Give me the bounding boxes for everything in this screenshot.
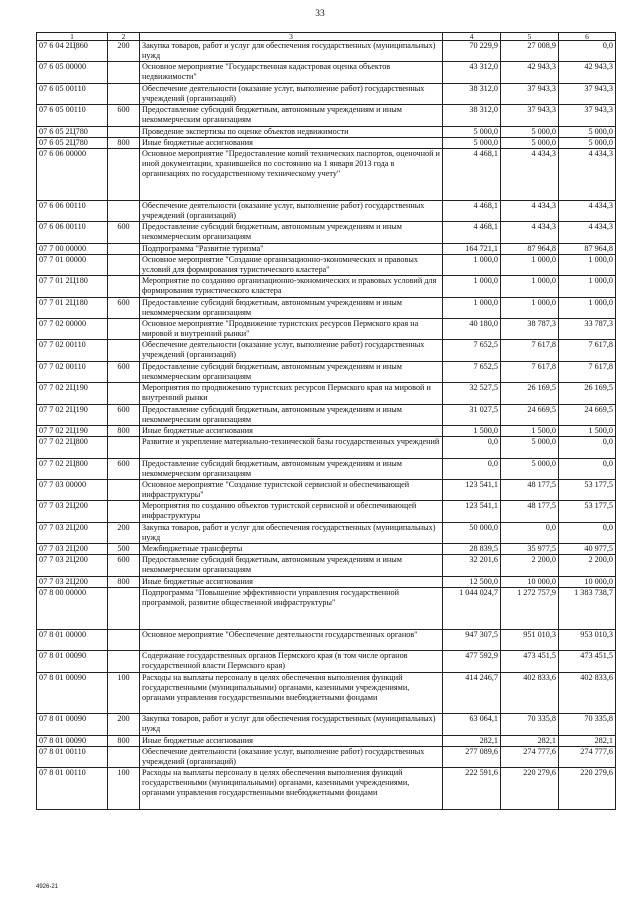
table-row	[37, 105, 616, 126]
expense-type-code: 600	[108, 297, 140, 318]
amount-col-4: 1 000,0	[443, 297, 501, 318]
amount-col-4: 414 246,7	[443, 672, 501, 714]
amount-col-5: 1 272 757,9	[501, 587, 559, 629]
expense-type-code: 800	[108, 735, 140, 746]
amount-col-6: 1 000,0	[559, 254, 616, 275]
amount-col-6: 402 833,6	[559, 672, 616, 714]
target-article-code: 07 6 06 00110	[37, 200, 108, 221]
target-article-code: 07 6 05 00110	[37, 105, 108, 126]
expense-type-code	[108, 319, 140, 340]
amount-col-5: 7 617,8	[501, 361, 559, 382]
amount-col-6: 473 451,5	[559, 651, 616, 672]
table-row	[37, 383, 616, 404]
table-row	[37, 587, 616, 629]
expense-type-code: 600	[108, 361, 140, 382]
column-header: 6	[559, 33, 616, 41]
column-number-row	[37, 33, 616, 41]
expense-type-code	[108, 276, 140, 297]
table-row	[37, 62, 616, 83]
expense-type-code	[108, 62, 140, 83]
amount-col-4: 222 591,6	[443, 768, 501, 810]
target-article-code: 07 7 03 2Ц200	[37, 555, 108, 576]
table-row	[37, 148, 616, 200]
amount-col-5: 10 000,0	[501, 576, 559, 587]
amount-col-6: 40 977,5	[559, 544, 616, 555]
expense-type-code: 600	[108, 458, 140, 479]
target-article-code: 07 7 02 2Ц190	[37, 383, 108, 404]
amount-col-6: 1 500,0	[559, 426, 616, 437]
amount-col-6: 5 000,0	[559, 137, 616, 148]
amount-col-5: 35 977,5	[501, 544, 559, 555]
expense-type-code	[108, 437, 140, 458]
target-article-code: 07 7 01 2Ц180	[37, 276, 108, 297]
amount-col-6: 0,0	[559, 458, 616, 479]
table-row	[37, 735, 616, 746]
amount-col-4: 947 307,5	[443, 629, 501, 650]
table-row	[37, 714, 616, 735]
amount-col-5: 2 200,0	[501, 555, 559, 576]
expense-name: Расходы на выплаты персоналу в целях обеспечения выполнения функций государственными (муниципальными) органами, казенными учреждениями, органами управления государственными внебюджетными фондами	[140, 672, 443, 714]
target-article-code: 07 8 01 00090	[37, 651, 108, 672]
expense-name: Предоставление субсидий бюджетным, автономным учреждениям и иным некоммерческим организациям	[140, 404, 443, 425]
column-header: 5	[501, 33, 559, 41]
target-article-code: 07 8 01 00090	[37, 672, 108, 714]
amount-col-4: 28 839,5	[443, 544, 501, 555]
table-row	[37, 651, 616, 672]
expense-type-code: 600	[108, 555, 140, 576]
target-article-code: 07 7 03 00000	[37, 480, 108, 501]
target-article-code: 07 7 03 2Ц200	[37, 501, 108, 522]
amount-col-5: 1 000,0	[501, 297, 559, 318]
amount-col-5: 5 000,0	[501, 126, 559, 137]
expense-name: Основное мероприятие "Предоставление копий технических паспортов, оценочной и иной документации, хранившейся по состоянию на 1 января 2013 года в организациях по государственному техническому учету"	[140, 148, 443, 200]
expense-name: Предоставление субсидий бюджетным, автономным учреждениям и иным некоммерческим организациям	[140, 297, 443, 318]
expense-type-code: 600	[108, 222, 140, 243]
target-article-code: 07 7 02 2Ц800	[37, 458, 108, 479]
amount-col-5: 24 669,5	[501, 404, 559, 425]
amount-col-6: 1 000,0	[559, 276, 616, 297]
amount-col-5: 42 943,3	[501, 62, 559, 83]
table-row	[37, 555, 616, 576]
amount-col-5: 274 777,6	[501, 746, 559, 767]
expense-type-code	[108, 629, 140, 650]
amount-col-5: 4 434,3	[501, 222, 559, 243]
expense-type-code: 500	[108, 544, 140, 555]
expense-name: Обеспечение деятельности (оказание услуг, выполнение работ) государственных учреждений (организаций)	[140, 746, 443, 767]
amount-col-5: 951 010,3	[501, 629, 559, 650]
expense-type-code: 600	[108, 404, 140, 425]
target-article-code: 07 6 05 00110	[37, 83, 108, 104]
amount-col-4: 63 064,1	[443, 714, 501, 735]
amount-col-5: 70 335,8	[501, 714, 559, 735]
amount-col-6: 1 000,0	[559, 297, 616, 318]
table-row	[37, 41, 616, 62]
amount-col-4: 40 180,0	[443, 319, 501, 340]
budget-table	[36, 32, 616, 810]
amount-col-4: 477 592,9	[443, 651, 501, 672]
table-row	[37, 276, 616, 297]
target-article-code: 07 8 01 00000	[37, 629, 108, 650]
expense-name: Обеспечение деятельности (оказание услуг, выполнение работ) государственных учреждений (организаций)	[140, 200, 443, 221]
amount-col-4: 31 027,5	[443, 404, 501, 425]
target-article-code: 07 7 01 00000	[37, 254, 108, 275]
amount-col-4: 282,1	[443, 735, 501, 746]
amount-col-6: 0,0	[559, 437, 616, 458]
amount-col-5: 1 000,0	[501, 276, 559, 297]
expense-name: Основное мероприятие "Государственная кадастровая оценка объектов недвижимости"	[140, 62, 443, 83]
target-article-code: 07 7 03 2Ц200	[37, 522, 108, 543]
amount-col-6: 33 787,3	[559, 319, 616, 340]
amount-col-4: 32 201,6	[443, 555, 501, 576]
amount-col-4: 43 312,0	[443, 62, 501, 83]
target-article-code: 07 6 05 2Ц780	[37, 126, 108, 137]
amount-col-6: 4 434,3	[559, 222, 616, 243]
amount-col-6: 10 000,0	[559, 576, 616, 587]
target-article-code: 07 7 01 2Ц180	[37, 297, 108, 318]
amount-col-4: 7 652,5	[443, 361, 501, 382]
expense-name: Обеспечение деятельности (оказание услуг, выполнение работ) государственных учреждений (организаций)	[140, 340, 443, 361]
expense-name: Основное мероприятие "Создание организационно-экономических и правовых условий для формирования туристического кластера"	[140, 254, 443, 275]
table-row	[37, 522, 616, 543]
amount-col-5: 37 943,3	[501, 105, 559, 126]
expense-name: Мероприятие по созданию организационно-экономических и правовых условий для формирования туристического кластера	[140, 276, 443, 297]
table-row	[37, 83, 616, 104]
amount-col-5: 5 000,0	[501, 437, 559, 458]
target-article-code: 07 7 02 00110	[37, 340, 108, 361]
amount-col-6: 953 010,3	[559, 629, 616, 650]
amount-col-5: 5 000,0	[501, 458, 559, 479]
expense-type-code	[108, 200, 140, 221]
target-article-code: 07 6 05 00000	[37, 62, 108, 83]
table-row	[37, 222, 616, 243]
expense-type-code	[108, 243, 140, 254]
expense-name: Основное мероприятие "Обеспечение деятельности государственных органов"	[140, 629, 443, 650]
amount-col-6: 24 669,5	[559, 404, 616, 425]
expense-type-code	[108, 254, 140, 275]
amount-col-4: 123 541,1	[443, 480, 501, 501]
amount-col-5: 7 617,8	[501, 340, 559, 361]
target-article-code: 07 8 01 00110	[37, 746, 108, 767]
amount-col-4: 1 000,0	[443, 276, 501, 297]
expense-name: Основное мероприятие "Создание туристской сервисной и обеспечивающей инфраструктуры"	[140, 480, 443, 501]
expense-type-code: 200	[108, 41, 140, 62]
expense-name: Межбюджетные трансферты	[140, 544, 443, 555]
expense-type-code: 100	[108, 672, 140, 714]
expense-name: Иные бюджетные ассигнования	[140, 735, 443, 746]
amount-col-6: 2 200,0	[559, 555, 616, 576]
target-article-code: 07 7 02 2Ц190	[37, 404, 108, 425]
table-row	[37, 404, 616, 425]
target-article-code: 07 7 02 2Ц190	[37, 426, 108, 437]
table-row	[37, 426, 616, 437]
expense-name: Предоставление субсидий бюджетным, автономным учреждениям и иным некоммерческим организациям	[140, 458, 443, 479]
target-article-code: 07 8 01 00090	[37, 735, 108, 746]
amount-col-6: 26 169,5	[559, 383, 616, 404]
amount-col-4: 38 312,0	[443, 105, 501, 126]
expense-type-code	[108, 83, 140, 104]
expense-name: Иные бюджетные ассигнования	[140, 137, 443, 148]
amount-col-5: 4 434,3	[501, 148, 559, 200]
target-article-code: 07 6 06 00000	[37, 148, 108, 200]
amount-col-4: 4 468,1	[443, 200, 501, 221]
amount-col-6: 0,0	[559, 41, 616, 62]
expense-name: Предоставление субсидий бюджетным, автономным учреждениям и иным некоммерческим организациям	[140, 222, 443, 243]
table-row	[37, 544, 616, 555]
expense-type-code	[108, 501, 140, 522]
amount-col-5: 0,0	[501, 522, 559, 543]
amount-col-5: 402 833,6	[501, 672, 559, 714]
expense-type-code: 200	[108, 522, 140, 543]
column-header: 2	[108, 33, 140, 41]
target-article-code: 07 8 01 00090	[37, 714, 108, 735]
expense-name: Закупка товаров, работ и услуг для обеспечения государственных (муниципальных) нужд	[140, 522, 443, 543]
expense-name: Предоставление субсидий бюджетным, автономным учреждениям и иным некоммерческим организациям	[140, 361, 443, 382]
amount-col-5: 37 943,3	[501, 83, 559, 104]
amount-col-4: 277 089,6	[443, 746, 501, 767]
amount-col-4: 1 000,0	[443, 254, 501, 275]
table-row	[37, 501, 616, 522]
expense-name: Основное мероприятие "Продвижение туристских ресурсов Пермского края на мировой и внутренний рынки"	[140, 319, 443, 340]
amount-col-4: 70 229,9	[443, 41, 501, 62]
table-row	[37, 576, 616, 587]
expense-type-code: 800	[108, 576, 140, 587]
column-header: 4	[443, 33, 501, 41]
page-number: 33	[315, 9, 325, 19]
table-row	[37, 319, 616, 340]
amount-col-4: 0,0	[443, 458, 501, 479]
expense-name: Предоставление субсидий бюджетным, автономным учреждениям и иным некоммерческим организациям	[140, 555, 443, 576]
amount-col-6: 37 943,3	[559, 83, 616, 104]
table-row	[37, 340, 616, 361]
expense-type-code: 800	[108, 137, 140, 148]
amount-col-4: 32 527,5	[443, 383, 501, 404]
column-header: 3	[140, 33, 443, 41]
expense-name: Закупка товаров, работ и услуг для обеспечения государственных (муниципальных) нужд	[140, 41, 443, 62]
amount-col-4: 0,0	[443, 437, 501, 458]
amount-col-5: 48 177,5	[501, 501, 559, 522]
target-article-code: 07 7 02 2Ц800	[37, 437, 108, 458]
expense-name: Обеспечение деятельности (оказание услуг, выполнение работ) государственных учреждений (организаций)	[140, 83, 443, 104]
table-row	[37, 137, 616, 148]
amount-col-6: 4 434,3	[559, 148, 616, 200]
amount-col-5: 26 169,5	[501, 383, 559, 404]
amount-col-5: 48 177,5	[501, 480, 559, 501]
amount-col-4: 123 541,1	[443, 501, 501, 522]
target-article-code: 07 7 00 00000	[37, 243, 108, 254]
amount-col-6: 37 943,3	[559, 105, 616, 126]
amount-col-4: 5 000,0	[443, 137, 501, 148]
amount-col-4: 7 652,5	[443, 340, 501, 361]
amount-col-6: 220 279,6	[559, 768, 616, 810]
amount-col-5: 473 451,5	[501, 651, 559, 672]
expense-type-code	[108, 383, 140, 404]
expense-type-code	[108, 340, 140, 361]
amount-col-6: 0,0	[559, 522, 616, 543]
amount-col-6: 70 335,8	[559, 714, 616, 735]
amount-col-5: 282,1	[501, 735, 559, 746]
table-row	[37, 243, 616, 254]
table-row	[37, 126, 616, 137]
table-row	[37, 458, 616, 479]
amount-col-6: 7 617,8	[559, 340, 616, 361]
target-article-code: 07 6 05 2Ц780	[37, 137, 108, 148]
amount-col-6: 7 617,8	[559, 361, 616, 382]
expense-name: Содержание государственных органов Пермского края (в том числе органов государственной власти Пермского края)	[140, 651, 443, 672]
amount-col-4: 12 500,0	[443, 576, 501, 587]
amount-col-6: 42 943,3	[559, 62, 616, 83]
amount-col-5: 38 787,3	[501, 319, 559, 340]
amount-col-4: 4 468,1	[443, 222, 501, 243]
expense-name: Иные бюджетные ассигнования	[140, 426, 443, 437]
amount-col-4: 164 721,1	[443, 243, 501, 254]
expense-type-code	[108, 746, 140, 767]
expense-type-code: 200	[108, 714, 140, 735]
amount-col-4: 4 468,1	[443, 148, 501, 200]
expense-name: Предоставление субсидий бюджетным, автономным учреждениям и иным некоммерческим организациям	[140, 105, 443, 126]
table-row	[37, 200, 616, 221]
expense-type-code: 600	[108, 105, 140, 126]
amount-col-6: 53 177,5	[559, 501, 616, 522]
amount-col-6: 1 383 738,7	[559, 587, 616, 629]
table-row	[37, 254, 616, 275]
expense-name: Проведение экспертизы по оценке объектов недвижимости	[140, 126, 443, 137]
expense-type-code	[108, 651, 140, 672]
amount-col-5: 220 279,6	[501, 768, 559, 810]
amount-col-6: 282,1	[559, 735, 616, 746]
column-header: 1	[37, 33, 108, 41]
table-row	[37, 629, 616, 650]
target-article-code: 07 6 06 00110	[37, 222, 108, 243]
footer-code: 4926-21	[36, 884, 59, 890]
target-article-code: 07 6 04 2Ц860	[37, 41, 108, 62]
expense-name: Мероприятия по продвижению туристских ресурсов Пермского края на мировой и внутренний рынки	[140, 383, 443, 404]
target-article-code: 07 7 03 2Ц200	[37, 544, 108, 555]
expense-name: Подпрограмма "Развитие туризма"	[140, 243, 443, 254]
expense-name: Закупка товаров, работ и услуг для обеспечения государственных (муниципальных) нужд	[140, 714, 443, 735]
amount-col-5: 27 008,9	[501, 41, 559, 62]
amount-col-6: 53 177,5	[559, 480, 616, 501]
table-row	[37, 297, 616, 318]
amount-col-5: 5 000,0	[501, 137, 559, 148]
amount-col-4: 1 500,0	[443, 426, 501, 437]
table-row	[37, 437, 616, 458]
amount-col-5: 1 000,0	[501, 254, 559, 275]
expense-name: Расходы на выплаты персоналу в целях обеспечения выполнения функций государственными (муниципальными) органами, казенными учреждениями, органами управления государственными внебюджетными фондами	[140, 768, 443, 810]
amount-col-5: 4 434,3	[501, 200, 559, 221]
target-article-code: 07 8 01 00110	[37, 768, 108, 810]
expense-name: Подпрограмма "Повышение эффективности управления государственной программой, развитие общественной инфраструктуры"	[140, 587, 443, 629]
expense-type-code: 800	[108, 426, 140, 437]
expense-name: Развитие и укрепление материально-технической базы государственных учреждений	[140, 437, 443, 458]
expense-type-code: 100	[108, 768, 140, 810]
table-row	[37, 672, 616, 714]
amount-col-6: 4 434,3	[559, 200, 616, 221]
target-article-code: 07 7 02 00110	[37, 361, 108, 382]
expense-name: Мероприятия по созданию объектов туристской сервисной и обеспечивающей инфраструктуры	[140, 501, 443, 522]
amount-col-6: 5 000,0	[559, 126, 616, 137]
expense-name: Иные бюджетные ассигнования	[140, 576, 443, 587]
amount-col-4: 38 312,0	[443, 83, 501, 104]
expense-type-code	[108, 148, 140, 200]
table-row	[37, 480, 616, 501]
amount-col-5: 87 964,8	[501, 243, 559, 254]
expense-type-code	[108, 126, 140, 137]
amount-col-6: 274 777,6	[559, 746, 616, 767]
amount-col-4: 1 044 024,7	[443, 587, 501, 629]
target-article-code: 07 8 00 00000	[37, 587, 108, 629]
target-article-code: 07 7 02 00000	[37, 319, 108, 340]
amount-col-4: 50 000,0	[443, 522, 501, 543]
table-row	[37, 768, 616, 810]
table-row	[37, 361, 616, 382]
target-article-code: 07 7 03 2Ц200	[37, 576, 108, 587]
amount-col-5: 1 500,0	[501, 426, 559, 437]
expense-type-code	[108, 480, 140, 501]
amount-col-6: 87 964,8	[559, 243, 616, 254]
amount-col-4: 5 000,0	[443, 126, 501, 137]
expense-type-code	[108, 587, 140, 629]
table-row	[37, 746, 616, 767]
